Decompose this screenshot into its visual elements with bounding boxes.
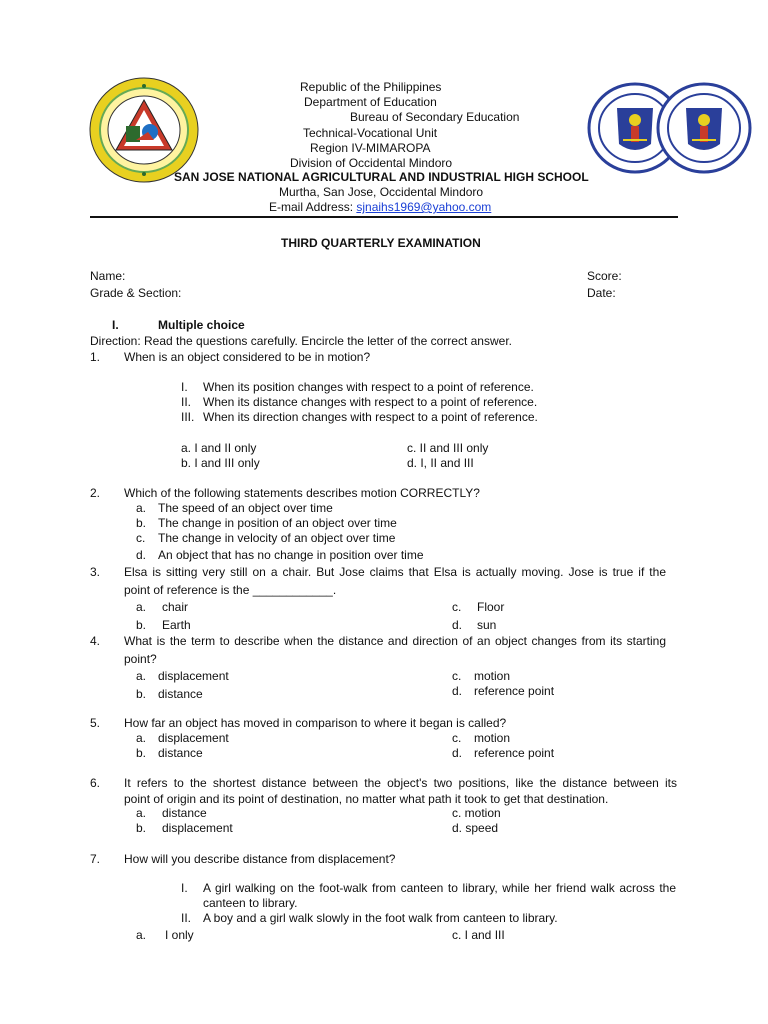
header-republic: Republic of the Philippines	[300, 80, 442, 94]
header-bureau: Bureau of Secondary Education	[350, 110, 520, 124]
email-label: E-mail Address:	[269, 200, 357, 214]
section-title: Multiple choice	[158, 318, 245, 332]
email-link[interactable]: sjnaihs1969@yahoo.com	[356, 200, 492, 214]
q1-choice-c[interactable]: c. II and III only	[407, 441, 489, 455]
grade-field: Grade & Section:	[90, 286, 182, 300]
q1-statement-1-num: I.	[181, 380, 188, 394]
q4-choice-a-letter[interactable]: a.	[136, 669, 147, 683]
q4-choice-d-letter[interactable]: d.	[452, 684, 463, 698]
q2-choice-a-letter[interactable]: a.	[136, 501, 147, 515]
q2-choice-d[interactable]: An object that has no change in position over time	[158, 548, 424, 562]
q5-choice-a[interactable]: displacement	[158, 731, 229, 745]
q2-number: 2.	[90, 486, 101, 500]
q5-number: 5.	[90, 716, 101, 730]
q4-choice-a[interactable]: displacement	[158, 669, 229, 683]
exam-title: THIRD QUARTERLY EXAMINATION	[281, 236, 481, 250]
date-field: Date:	[587, 286, 616, 300]
q3-choice-b[interactable]: Earth	[162, 618, 191, 632]
q5-choice-b-letter[interactable]: b.	[136, 746, 147, 760]
header-techvoc: Technical-Vocational Unit	[303, 126, 438, 140]
q6-choice-b-letter[interactable]: b.	[136, 821, 147, 835]
q5-choice-c-letter[interactable]: c.	[452, 731, 462, 745]
q4-choice-c[interactable]: motion	[474, 669, 511, 683]
q1-choice-a[interactable]: a. I and II only	[181, 441, 257, 455]
q4-choice-b-letter[interactable]: b.	[136, 687, 147, 701]
q4-choice-d[interactable]: reference point	[474, 684, 555, 698]
q2-choice-d-letter[interactable]: d.	[136, 548, 147, 562]
q6-choice-a[interactable]: distance	[162, 806, 207, 820]
q1-statement-3: When its direction changes with respect to a point of reference.	[203, 410, 538, 424]
q4-number: 4.	[90, 634, 101, 648]
q5-choice-d-letter[interactable]: d.	[452, 746, 463, 760]
q7-statement-2-num: II.	[181, 911, 192, 925]
q1-number: 1.	[90, 350, 101, 364]
q2-choice-b-letter[interactable]: b.	[136, 516, 147, 530]
q6-choice-b[interactable]: displacement	[162, 821, 233, 835]
q3-text-line1: Elsa is sitting very still on a chair. But Jose claims that Elsa is actually moving. Jose is true if the	[124, 565, 666, 579]
q5-text: How far an object has moved in comparison to where it began is called?	[124, 716, 507, 730]
q6-choice-c[interactable]: c. motion	[452, 806, 501, 820]
header-region: Region IV-MIMAROPA	[310, 141, 431, 155]
q1-choice-d[interactable]: d. I, II and III	[407, 456, 474, 470]
name-field: Name:	[90, 269, 126, 283]
deped-seal-logo-2	[656, 82, 752, 174]
q2-choice-a[interactable]: The speed of an object over time	[158, 501, 333, 515]
q7-statement-1-line1: A girl walking on the foot-walk from canteen to library, while her friend walk across the	[203, 881, 676, 895]
q4-text-line1: What is the term to describe when the distance and direction of an object changes from its starting	[124, 634, 666, 648]
q2-choice-b[interactable]: The change in position of an object over time	[158, 516, 397, 530]
q3-choice-d-letter[interactable]: d.	[452, 618, 463, 632]
q1-statement-2: When its distance changes with respect to a point of reference.	[203, 395, 538, 409]
q2-choice-c[interactable]: The change in velocity of an object over time	[158, 531, 396, 545]
q1-text: When is an object considered to be in motion?	[124, 350, 371, 364]
header-division: Division of Occidental Mindoro	[290, 156, 453, 170]
q3-number: 3.	[90, 565, 101, 579]
q7-choice-a[interactable]: I only	[165, 928, 194, 942]
q1-statement-1: When its position changes with respect to a point of reference.	[203, 380, 534, 394]
q5-choice-a-letter[interactable]: a.	[136, 731, 147, 745]
q3-choice-b-letter[interactable]: b.	[136, 618, 147, 632]
q1-statement-3-num: III.	[181, 410, 195, 424]
q3-choice-a[interactable]: chair	[162, 600, 189, 614]
section-number: I.	[112, 318, 119, 332]
header-divider	[90, 216, 678, 218]
q4-text-line2: point?	[124, 652, 157, 666]
q6-choice-a-letter[interactable]: a.	[136, 806, 147, 820]
q5-choice-b[interactable]: distance	[158, 746, 203, 760]
q7-number: 7.	[90, 852, 101, 866]
q3-choice-c[interactable]: Floor	[477, 600, 505, 614]
q3-choice-a-letter[interactable]: a.	[136, 600, 147, 614]
q7-statement-2: A boy and a girl walk slowly in the foot walk from canteen to library.	[203, 911, 558, 925]
school-seal-logo	[88, 76, 200, 184]
q7-statement-1-line2: canteen to library.	[203, 896, 298, 910]
q6-choice-d[interactable]: d. speed	[452, 821, 499, 835]
direction-text: Direction: Read the questions carefully. Encircle the letter of the correct answer.	[90, 334, 512, 348]
q3-text-line2: point of reference is the ____________.	[124, 583, 337, 597]
header-department: Department of Education	[304, 95, 437, 109]
q3-choice-c-letter[interactable]: c.	[452, 600, 462, 614]
q4-choice-c-letter[interactable]: c.	[452, 669, 462, 683]
q2-text: Which of the following statements describes motion CORRECTLY?	[124, 486, 480, 500]
q6-number: 6.	[90, 776, 101, 790]
q7-choice-a-letter[interactable]: a.	[136, 928, 147, 942]
q1-statement-2-num: II.	[181, 395, 192, 409]
q1-choice-b[interactable]: b. I and III only	[181, 456, 260, 470]
q5-choice-c[interactable]: motion	[474, 731, 511, 745]
q4-choice-b[interactable]: distance	[158, 687, 203, 701]
q2-choice-c-letter[interactable]: c.	[136, 531, 146, 545]
q3-choice-d[interactable]: sun	[477, 618, 497, 632]
q6-text-line1: It refers to the shortest distance between the object's two positions, like the distance between its	[124, 776, 677, 790]
q7-choice-c[interactable]: c. I and III	[452, 928, 505, 942]
q7-text: How will you describe distance from displacement?	[124, 852, 396, 866]
q7-statement-1-num: I.	[181, 881, 188, 895]
q6-text-line2: point of origin and its point of destination, no matter what path it took to get that destination.	[124, 792, 609, 806]
school-address: Murtha, San Jose, Occidental Mindoro	[279, 185, 484, 199]
school-name: SAN JOSE NATIONAL AGRICULTURAL AND INDUSTRIAL HIGH SCHOOL	[174, 170, 589, 184]
q5-choice-d[interactable]: reference point	[474, 746, 555, 760]
email-line	[269, 200, 491, 214]
score-field: Score:	[587, 269, 622, 283]
